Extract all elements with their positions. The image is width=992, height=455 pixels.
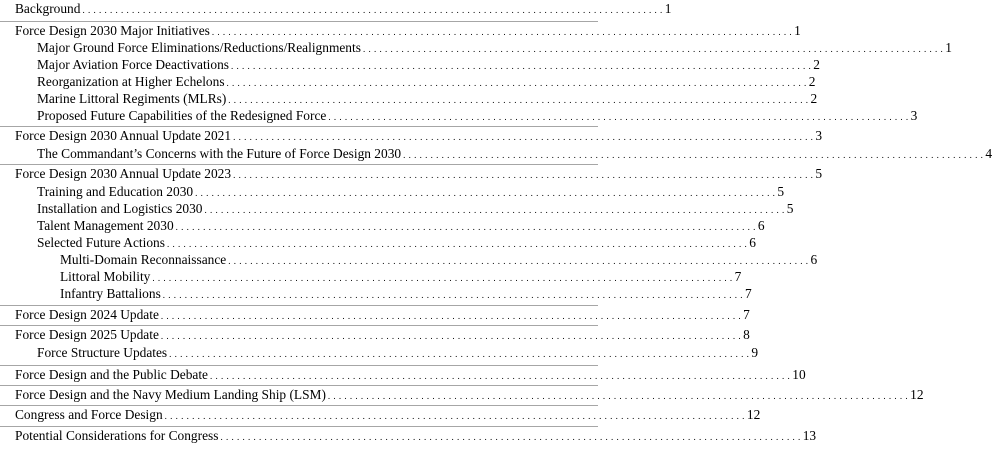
toc-entry-page: 3: [910, 108, 918, 123]
toc-entry-congress-force-design[interactable]: [0, 405, 761, 423]
toc-entry-page: 10: [792, 367, 806, 382]
toc-entry-page: 9: [751, 345, 759, 360]
toc-leader-dots: . . . . . . . . . . . . . . . . . . . . . . . . . . . . . . . . . . . . . . . . . . . . . . . . . . . . . . . . . . . . . . . . . . . . . . . . . . . . . . . . . . . . . . . . . . . . . . . . . . . . . . . . . .: [327, 391, 909, 401]
toc-entry-page: 2: [810, 91, 818, 106]
toc-leader-dots: . . . . . . . . . . . . . . . . . . . . . . . . . . . . . . . . . . . . . . . . . . . . . . . . . . . . . . . . . . . . . . . . . . . . . . . . . . . . . . . . . . . . . . . . . . . . . . . . . . . . . . . . . .: [210, 371, 791, 381]
toc-leader-dots: . . . . . . . . . . . . . . . . . . . . . . . . . . . . . . . . . . . . . . . . . . . . . . . . . . . . . . . . . . . . . . . . . . . . . . . . . . . . . . . . . . . . . . . . . . . . . . . . . . . . . . . . . .: [228, 95, 809, 105]
toc-entry-background[interactable]: [0, 0, 672, 18]
toc-entry-page: 12: [910, 387, 924, 402]
toc-leader-dots: . . . . . . . . . . . . . . . . . . . . . . . . . . . . . . . . . . . . . . . . . . . . . . . . . . . . . . . . . . . . . . . . . . . . . . . . . . . . . . . . . . . . . . . . . . . . . . . . . . . . . . . . . .: [362, 44, 944, 54]
toc-leader-dots: . . . . . . . . . . . . . . . . . . . . . . . . . . . . . . . . . . . . . . . . . . . . . . . . . . . . . . . . . . . . . . . . . . . . . . . . . . . . . . . . . . . . . . . . . . . . . . . . . . . . . . . . . .: [220, 432, 801, 442]
toc-leader-dots: . . . . . . . . . . . . . . . . . . . . . . . . . . . . . . . . . . . . . . . . . . . . . . . . . . . . . . . . . . . . . . . . . . . . . . . . . . . . . . . . . . . . . . . . . . . . . . . . . . . . . . . . . .: [211, 27, 793, 37]
toc-entry-page: 1: [794, 23, 801, 38]
toc-entry-potential-considerations[interactable]: [0, 426, 817, 444]
toc-leader-dots: . . . . . . . . . . . . . . . . . . . . . . . . . . . . . . . . . . . . . . . . . . . . . . . . . . . . . . . . . . . . . . . . . . . . . . . . . . . . . . . . . . . . . . . . . . . . . . . . . . . . . . . . . .: [166, 239, 748, 249]
toc-entry-title: Congress and Force Design: [15, 407, 163, 422]
toc-leader-dots: . . . . . . . . . . . . . . . . . . . . . . . . . . . . . . . . . . . . . . . . . . . . . . . . . . . . . . . . . . . . . . . . . . . . . . . . . . . . . . . . . . . . . . . . . . . . . . . . . . . . . . . . . .: [231, 61, 812, 71]
toc-entry-page: 12: [746, 407, 761, 422]
toc-leader-dots: . . . . . . . . . . . . . . . . . . . . . . . . . . . . . . . . . . . . . . . . . . . . . . . . . . . . . . . . . . . . . . . . . . . . . . . . . . . . . . . . . . . . . . . . . . . . . . . . . . . . . . . . . .: [169, 349, 750, 359]
toc-leader-dots: . . . . . . . . . . . . . . . . . . . . . . . . . . . . . . . . . . . . . . . . . . . . . . . . . . . . . . . . . . . . . . . . . . . . . . . . . . . . . . . . . . . . . . . . . . . . . . . . . . . . . . . . . .: [228, 256, 809, 266]
toc-entry-proposed-future-capabilities[interactable]: [0, 107, 918, 125]
toc-leader-dots: . . . . . . . . . . . . . . . . . . . . . . . . . . . . . . . . . . . . . . . . . . . . . . . . . . . . . . . . . . . . . . . . . . . . . . . . . . . . . . . . . . . . . . . . . . . . . . . . . . . . . . . . . .: [82, 5, 663, 15]
toc-entry-title: Major Ground Force Eliminations/Reductions/Realignments: [37, 40, 361, 55]
toc-entry-page: 5: [815, 166, 823, 181]
toc-entry-page: 7: [734, 269, 742, 284]
toc-leader-dots: . . . . . . . . . . . . . . . . . . . . . . . . . . . . . . . . . . . . . . . . . . . . . . . . . . . . . . . . . . . . . . . . . . . . . . . . . . . . . . . . . . . . . . . . . . . . . . . . . . . . . . . . . .: [160, 311, 742, 321]
toc-leader-dots: . . . . . . . . . . . . . . . . . . . . . . . . . . . . . . . . . . . . . . . . . . . . . . . . . . . . . . . . . . . . . . . . . . . . . . . . . . . . . . . . . . . . . . . . . . . . . . . . . . . . . . . . . .: [162, 290, 744, 300]
toc-entry-page: 7: [745, 286, 752, 301]
toc-leader-dots: . . . . . . . . . . . . . . . . . . . . . . . . . . . . . . . . . . . . . . . . . . . . . . . . . . . . . . . . . . . . . . . . . . . . . . . . . . . . . . . . . . . . . . . . . . . . . . . . . . . . . . . . . .: [164, 411, 745, 421]
toc-entry-public-debate[interactable]: [0, 365, 806, 383]
toc-entry-title: Force Design 2024 Update: [15, 307, 159, 322]
toc-entry-page: 4: [985, 146, 992, 161]
toc-entry-page: 5: [786, 201, 794, 216]
toc-entry-title: Selected Future Actions: [37, 235, 165, 250]
toc-entry-navy-lsm[interactable]: [0, 385, 924, 403]
toc-entry-title: Major Aviation Force Deactivations: [37, 57, 230, 72]
toc-leader-dots: . . . . . . . . . . . . . . . . . . . . . . . . . . . . . . . . . . . . . . . . . . . . . . . . . . . . . . . . . . . . . . . . . . . . . . . . . . . . . . . . . . . . . . . . . . . . . . . . . . . . . . . . . .: [204, 205, 785, 215]
toc-leader-dots: . . . . . . . . . . . . . . . . . . . . . . . . . . . . . . . . . . . . . . . . . . . . . . . . . . . . . . . . . . . . . . . . . . . . . . . . . . . . . . . . . . . . . . . . . . . . . . . . . . . . . . . . . .: [233, 132, 814, 142]
toc-entry-installation-logistics[interactable]: [0, 200, 794, 218]
toc-entry-selected-future-actions[interactable]: [0, 234, 756, 252]
toc-entry-annual-update-2023[interactable]: [0, 164, 823, 182]
toc-entry-mlrs[interactable]: [0, 90, 818, 108]
toc-entry-title: Force Design 2025 Update: [15, 327, 159, 342]
toc-entry-force-structure-updates[interactable]: [0, 344, 759, 362]
toc-entry-page: 2: [808, 74, 816, 89]
toc-entry-multi-domain-recon[interactable]: [0, 251, 818, 269]
toc-entry-fd2030-major-initiatives[interactable]: [0, 21, 801, 39]
toc-entry-title: Force Design 2030 Annual Update 2021: [15, 128, 232, 143]
toc-entry-title: Marine Littoral Regiments (MLRs): [37, 91, 227, 106]
toc-leader-dots: . . . . . . . . . . . . . . . . . . . . . . . . . . . . . . . . . . . . . . . . . . . . . . . . . . . . . . . . . . . . . . . . . . . . . . . . . . . . . . . . . . . . . . . . . . . . . . . . . . . . . . . . . .: [226, 78, 807, 88]
toc-entry-page: 5: [777, 184, 785, 199]
toc-entry-training-education[interactable]: [0, 183, 785, 201]
toc-entry-title: Multi-Domain Reconnaissance: [60, 252, 227, 267]
toc-leader-dots: . . . . . . . . . . . . . . . . . . . . . . . . . . . . . . . . . . . . . . . . . . . . . . . . . . . . . . . . . . . . . . . . . . . . . . . . . . . . . . . . . . . . . . . . . . . . . . . . . . . . . . . . . .: [195, 188, 776, 198]
toc-entry-fd2025-update[interactable]: [0, 325, 750, 343]
toc-entry-fd2024-update[interactable]: [0, 305, 750, 323]
toc-entry-annual-update-2021[interactable]: [0, 126, 823, 144]
toc-entry-aviation-deactivations[interactable]: [0, 56, 820, 74]
toc-entry-page: 6: [749, 235, 756, 250]
toc-leader-dots: . . . . . . . . . . . . . . . . . . . . . . . . . . . . . . . . . . . . . . . . . . . . . . . . . . . . . . . . . . . . . . . . . . . . . . . . . . . . . . . . . . . . . . . . . . . . . . . . . . . . . . . . . .: [328, 112, 909, 122]
toc-entry-infantry-battalions[interactable]: [0, 285, 752, 303]
toc-leader-dots: . . . . . . . . . . . . . . . . . . . . . . . . . . . . . . . . . . . . . . . . . . . . . . . . . . . . . . . . . . . . . . . . . . . . . . . . . . . . . . . . . . . . . . . . . . . . . . . . . . . . . . . . . .: [152, 273, 733, 283]
toc-entry-higher-echelons[interactable]: [0, 73, 816, 91]
toc-entry-title: Talent Management 2030: [37, 218, 174, 233]
toc-entry-title: Littoral Mobility: [60, 269, 151, 284]
toc-entry-page: 3: [815, 128, 823, 143]
toc-entry-littoral-mobility[interactable]: [0, 268, 742, 286]
toc-entry-title: Proposed Future Capabilities of the Redesigned Force: [37, 108, 327, 123]
toc-entry-title: Force Design and the Public Debate: [15, 367, 208, 382]
toc-entry-title: Force Structure Updates: [37, 345, 168, 360]
toc-entry-page: 8: [743, 327, 750, 342]
toc-entry-title: Force Design 2030 Annual Update 2023: [15, 166, 232, 181]
toc-leader-dots: . . . . . . . . . . . . . . . . . . . . . . . . . . . . . . . . . . . . . . . . . . . . . . . . . . . . . . . . . . . . . . . . . . . . . . . . . . . . . . . . . . . . . . . . . . . . . . . . . . . . . . . . . .: [403, 150, 984, 160]
toc-entry-title: Force Design 2030 Major Initiatives: [15, 23, 210, 38]
toc-entry-page: 1: [945, 40, 952, 55]
toc-leader-dots: . . . . . . . . . . . . . . . . . . . . . . . . . . . . . . . . . . . . . . . . . . . . . . . . . . . . . . . . . . . . . . . . . . . . . . . . . . . . . . . . . . . . . . . . . . . . . . . . . . . . . . . . . .: [175, 222, 756, 232]
toc-entry-page: 6: [810, 252, 818, 267]
toc-entry-page: 6: [757, 218, 765, 233]
toc-entry-title: Background: [15, 1, 81, 16]
toc-entry-page: 1: [664, 1, 672, 16]
toc-entry-title: Reorganization at Higher Echelons: [37, 74, 225, 89]
toc-leader-dots: . . . . . . . . . . . . . . . . . . . . . . . . . . . . . . . . . . . . . . . . . . . . . . . . . . . . . . . . . . . . . . . . . . . . . . . . . . . . . . . . . . . . . . . . . . . . . . . . . . . . . . . . . .: [160, 331, 742, 341]
toc-entry-commandants-concerns[interactable]: [0, 145, 992, 163]
toc-entry-page: 7: [743, 307, 750, 322]
toc-entry-ground-force-eliminations[interactable]: [0, 39, 952, 57]
toc-entry-title: Installation and Logistics 2030: [37, 201, 203, 216]
toc-leader-dots: . . . . . . . . . . . . . . . . . . . . . . . . . . . . . . . . . . . . . . . . . . . . . . . . . . . . . . . . . . . . . . . . . . . . . . . . . . . . . . . . . . . . . . . . . . . . . . . . . . . . . . . . . .: [233, 170, 814, 180]
toc-entry-title: Training and Education 2030: [37, 184, 194, 199]
toc-entry-title: Potential Considerations for Congress: [15, 428, 219, 443]
toc-entry-page: 2: [813, 57, 820, 72]
toc-entry-page: 13: [802, 428, 817, 443]
toc-entry-title: Force Design and the Navy Medium Landing Ship (LSM): [15, 387, 326, 402]
toc-entry-title: Infantry Battalions: [60, 286, 161, 301]
toc-entry-title: The Commandant’s Concerns with the Future of Force Design 2030: [37, 146, 402, 161]
toc-entry-talent-management[interactable]: [0, 217, 765, 235]
